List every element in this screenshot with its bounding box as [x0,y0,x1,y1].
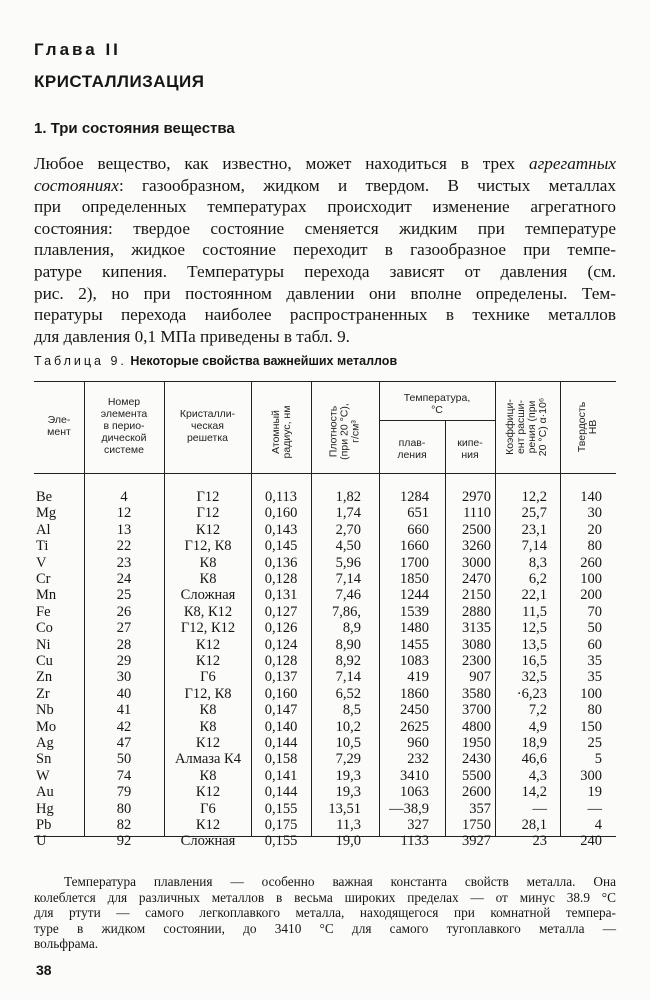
cell-hardness: 100 [580,685,602,702]
cell-expansion: 6,2 [528,571,547,587]
cell-hardness: 35 [587,653,602,669]
cell-radius: 0,158 [264,751,298,768]
cell-lattice: К8 [199,718,217,735]
chapter-label: Глава II [34,40,121,59]
column-divider [164,381,165,836]
cell-number: 50 [116,751,132,768]
cell-boiling: 3135 [462,620,491,637]
cell-melting: 1850 [400,571,429,587]
cell-melting: 960 [407,735,429,751]
cell-density: 10,5 [335,735,361,751]
cell-density: 2,70 [335,521,361,538]
cell-radius: 0,144 [264,735,298,751]
cell-radius: 0,160 [264,685,298,702]
cell-melting: 1083 [400,653,429,669]
cell-radius: 0,160 [264,505,298,522]
cell-expansion: 4,9 [528,718,547,735]
cell-hardness: 100 [580,571,602,587]
column-divider [311,381,312,836]
cell-melting: 1860 [400,685,429,702]
cell-number: 47 [116,735,132,751]
column-divider [495,381,496,836]
cell-lattice: Алмаза К4 [175,751,241,768]
cell-number: 30 [116,669,132,686]
cell-hardness: 200 [580,587,602,604]
cell-lattice: Г12, К8 [184,685,232,702]
cell-boiling: 3080 [462,636,491,653]
cell-density: 7,14 [335,571,361,587]
cell-density: 11,3 [336,817,361,833]
cell-hardness: 35 [587,669,602,686]
footnote-line: вольфрама. [34,936,99,952]
cell-expansion: 16,5 [521,653,547,669]
cell-melting: 651 [407,505,429,522]
cell-radius: 0,126 [264,620,298,637]
cell-radius: 0,155 [264,800,298,817]
cell-number: 25 [116,587,132,604]
cell-number: 42 [116,718,132,735]
cell-element: Au [36,784,54,801]
cell-hardness: — [587,800,602,817]
cell-density: 19,3 [335,784,361,801]
cell-density: 6,52 [335,685,361,702]
cell-expansion: 23,1 [521,521,547,538]
cell-number: 40 [116,685,132,702]
cell-melting: 232 [407,751,429,768]
cell-boiling: 1750 [462,817,491,833]
paragraph-line: рис. 2), но при постоянном давлении они вполне определены. Тем- [34,283,616,303]
header-number: Номер элемента в перио- дической системе [100,396,148,456]
cell-element: Cu [36,653,53,669]
cell-hardness: 19 [587,784,602,801]
cell-boiling: 2470 [462,571,491,587]
footnote-line: для ртути — самого легкоплавкого металла, находящегося при комнатной темпера- [34,905,616,921]
cell-expansion: 14,2 [521,784,547,801]
cell-radius: 0,128 [264,653,298,669]
table-caption-label: Таблица 9. [34,354,127,368]
cell-melting: 3410 [400,767,429,784]
cell-radius: 0,136 [264,554,298,571]
footnote-line: колеблется для различных металлов в весьма широких пределах — от минус 38.9 °С [34,889,616,905]
header-boiling: кипе- ния [457,437,483,461]
cell-melting: 2625 [400,718,429,735]
cell-boiling: 2300 [462,653,491,669]
cell-lattice: Г12, К12 [180,620,236,637]
cell-density: 8,92 [335,653,361,669]
cell-hardness: 20 [587,521,602,538]
cell-expansion: 25,7 [521,505,547,522]
temperature-subheader-rule [379,420,495,421]
cell-number: 23 [116,554,132,571]
cell-boiling: 1950 [462,735,491,751]
cell-number: 13 [116,521,132,538]
cell-element: Hg [36,800,54,817]
cell-density: 8,90 [335,636,361,653]
cell-radius: 0,140 [264,718,298,735]
cell-density: 8,5 [342,702,361,719]
cell-element: Mn [36,587,57,604]
cell-boiling: 357 [469,800,491,817]
cell-element: Nb [36,702,54,719]
cell-number: 41 [116,702,132,719]
cell-melting: —38,9 [389,800,429,817]
cell-element: Be [36,489,53,505]
cell-radius: 0,147 [264,702,298,719]
cell-hardness: 50 [587,620,602,637]
cell-boiling: 2500 [462,521,491,538]
cell-lattice: Сложная [180,833,236,850]
cell-hardness: 80 [587,702,602,719]
cell-density: 5,96 [335,554,361,571]
cell-melting: 1244 [400,587,429,604]
cell-lattice: Сложная [180,587,236,604]
paragraph-line: состояния: твердое состояние сменяется жидким при температуре [34,218,616,238]
cell-element: Sn [36,751,52,768]
column-divider [379,381,380,836]
cell-number: 22 [116,538,132,555]
cell-hardness: 300 [580,767,602,784]
section-title: 1. Три состояния вещества [34,120,235,137]
cell-melting: 660 [407,521,429,538]
footnote [34,874,616,952]
cell-number: 28 [116,636,132,653]
cell-expansion: 22,1 [521,587,547,604]
cell-hardness: 240 [580,833,602,850]
cell-lattice: К12 [195,784,221,801]
cell-number: 4 [120,489,128,505]
cell-hardness: 60 [587,636,602,653]
cell-boiling: 1110 [463,505,491,522]
cell-lattice: Г12, К8 [184,538,232,555]
cell-radius: 0,145 [264,538,298,555]
cell-boiling: 907 [469,669,491,686]
table-caption-title: Некоторые свойства важнейших металлов [130,354,398,368]
cell-expansion: 23 [532,833,547,850]
cell-lattice: К8, К12 [183,603,233,620]
cell-lattice: К12 [195,521,221,538]
cell-lattice: К8 [199,702,217,719]
cell-hardness: 70 [587,603,602,620]
cell-hardness: 4 [594,817,602,833]
cell-radius: 0,141 [264,767,298,784]
cell-radius: 0,124 [264,636,298,653]
cell-melting: 1539 [400,603,429,620]
cell-expansion: 46,6 [521,751,547,768]
cell-number: 82 [116,817,132,833]
cell-boiling: 5500 [462,767,491,784]
paragraph-text: : газообразном, жидком и твердом. В чистых металлах [118,175,616,195]
cell-number: 92 [116,833,132,850]
cell-lattice: К12 [195,735,221,751]
cell-expansion: — [532,800,547,817]
cell-lattice: К8 [199,767,217,784]
cell-density: 19,0 [335,833,361,850]
italic-term: состояниях [34,175,119,195]
cell-density: 7,29 [335,751,361,768]
header-expansion: Коэффици- ент расши- рения (при 20 °С) α·10⁶ [504,397,549,457]
chapter-title: КРИСТАЛЛИЗАЦИЯ [34,72,205,91]
cell-melting: 1480 [400,620,429,637]
cell-radius: 0,131 [264,587,298,604]
paragraph-text: Любое вещество, как известно, может находиться в трех [34,154,529,173]
cell-element: Ni [36,636,51,653]
cell-radius: 0,113 [264,489,298,505]
cell-density: 4,50 [335,538,361,555]
cell-melting: 327 [407,817,429,833]
paragraph-line: для давления 0,1 МПа приведены в табл. 9. [34,326,350,346]
cell-lattice: Г12 [196,489,220,505]
cell-lattice: Г6 [200,800,216,817]
cell-density: 13,51 [328,800,361,817]
cell-number: 79 [116,784,132,801]
cell-melting: 2450 [400,702,429,719]
cell-density: 7,46 [335,587,361,604]
cell-lattice: К12 [195,653,221,669]
cell-boiling: 2600 [462,784,491,801]
cell-density: 7,86, [332,603,361,620]
cell-lattice: К8 [199,554,217,571]
cell-density: 10,2 [335,718,361,735]
paragraph-line: ратуре кипения. Температуры перехода зависят от давления (см. [34,261,616,281]
cell-element: Mo [36,718,57,735]
header-melting: плав- ления [397,437,427,461]
cell-melting: 419 [407,669,429,686]
cell-number: 29 [116,653,132,669]
cell-element: U [36,833,47,850]
cell-expansion: 18,9 [521,735,547,751]
cell-number: 26 [116,603,132,620]
paragraph-line: пературы перехода наиболее распространенных в технике металлов [34,305,616,325]
cell-density: 7,14 [335,669,361,686]
column-divider [560,381,561,836]
cell-radius: 0,127 [264,603,298,620]
cell-melting: 1063 [400,784,429,801]
cell-melting: 1455 [400,636,429,653]
cell-hardness: 260 [580,554,602,571]
column-divider [251,381,252,836]
cell-melting: 1700 [400,554,429,571]
cell-hardness: 150 [580,718,602,735]
footnote-line: туре в жидком состоянии, до 3410 °С для самого тугоплавкого металла — [34,920,616,936]
cell-hardness: 30 [587,505,602,522]
column-divider [84,381,85,836]
cell-radius: 0,155 [264,833,298,850]
cell-density: 1,82 [335,489,361,505]
cell-expansion: ·6,23 [516,685,547,702]
italic-term: агрегатных [528,154,616,173]
cell-expansion: 12,2 [521,489,547,505]
header-density: Плотность (при 20 °С), г/см³ [327,403,362,460]
cell-expansion: 13,5 [521,636,547,653]
header-temperature: Температура, °С [403,392,471,416]
cell-density: 1,74 [335,505,361,522]
cell-number: 27 [116,620,132,637]
cell-expansion: 4,3 [528,767,547,784]
cell-lattice: К12 [195,636,221,653]
cell-element: V [36,554,47,571]
cell-boiling: 3260 [462,538,491,555]
cell-number: 74 [116,767,132,784]
cell-expansion: 7,2 [528,702,547,719]
cell-boiling: 3580 [462,685,491,702]
cell-boiling: 4800 [462,718,491,735]
cell-number: 24 [116,571,132,587]
cell-expansion: 8,3 [528,554,547,571]
cell-element: Zn [36,669,53,686]
cell-element: Ag [36,735,54,751]
cell-boiling: 3927 [462,833,491,850]
header-bottom-rule [34,473,616,474]
cell-density: 19,3 [335,767,361,784]
cell-melting: 1660 [400,538,429,555]
cell-expansion: 12,5 [521,620,547,637]
cell-hardness: 80 [587,538,602,555]
cell-boiling: 2430 [462,751,491,768]
cell-number: 80 [116,800,132,817]
cell-expansion: 7,14 [521,538,547,555]
column-divider [445,420,446,836]
cell-radius: 0,143 [264,521,298,538]
header-lattice: Кристалли- ческая решетка [179,408,236,444]
cell-boiling: 3700 [462,702,491,719]
cell-expansion: 32,5 [521,669,547,686]
footnote-line: Температура плавления — особенно важная константа свойств металла. Она [64,874,616,889]
cell-lattice: Г6 [200,669,216,686]
cell-density: 8,9 [342,620,361,637]
header-element: Эле- мент [47,414,71,438]
cell-expansion: 28,1 [521,817,547,833]
cell-element: W [36,767,50,784]
cell-boiling: 2150 [462,587,491,604]
cell-hardness: 25 [587,735,602,751]
cell-element: Co [36,620,53,637]
page-number: 38 [36,962,52,978]
cell-element: Ti [36,538,49,555]
cell-expansion: 11,5 [522,603,547,620]
cell-element: Zr [36,685,50,702]
cell-melting: 1133 [400,833,429,850]
header-hardness: Твердость НВ [576,401,599,453]
paragraph-line: при определенных температурах происходит изменение агрегатного [34,197,616,217]
cell-hardness: 140 [580,489,602,505]
cell-radius: 0,128 [264,571,298,587]
cell-lattice: Г12 [196,505,220,522]
cell-melting: 1284 [400,489,429,505]
cell-boiling: 2880 [462,603,491,620]
header-radius: Атомный радиус, нм [270,405,293,459]
cell-lattice: К8 [199,571,217,587]
cell-radius: 0,144 [264,784,298,801]
paragraph-line: плавления, жидкое состояние переходит в газообразное при темпе- [34,240,616,260]
cell-radius: 0,175 [264,817,298,833]
cell-number: 12 [116,505,132,522]
cell-element: Al [36,521,51,538]
cell-boiling: 2970 [462,489,491,505]
cell-element: Fe [36,603,51,620]
cell-hardness: 5 [594,751,602,768]
cell-element: Mg [36,505,57,522]
cell-boiling: 3000 [462,554,491,571]
cell-element: Pb [36,817,52,833]
cell-element: Cr [36,571,51,587]
cell-lattice: К12 [195,817,221,833]
cell-radius: 0,137 [264,669,298,686]
